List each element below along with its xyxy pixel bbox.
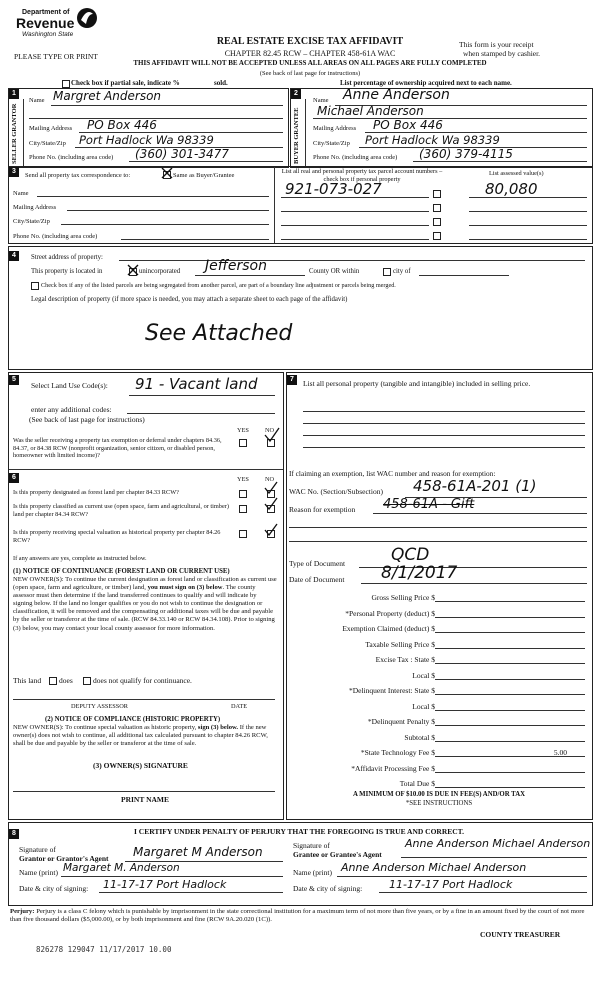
s3-phone-label: Phone No. (including area code) bbox=[13, 233, 98, 240]
land-use-value[interactable]: 91 - Vacant land bbox=[135, 375, 258, 393]
grantee-date-value[interactable]: 11-17-17 Port Hadlock bbox=[389, 878, 513, 891]
section-4 bbox=[8, 246, 593, 370]
partial-sale-label: Check box if partial sale, indicate % bbox=[71, 79, 180, 87]
section-1 bbox=[8, 88, 289, 168]
does-not-label: does not qualify for continuance. bbox=[93, 676, 192, 685]
sold-label: sold. bbox=[214, 79, 228, 87]
perjury-text: Perjury is a class C felony which is punishable by imprisonment in the state correctional institution for a maximum term of not more than five years, or by a fine in an amount fixed by the court of not more than five thousand dollars ($5,000.00), or by both imprisonment and fine (RCW 9A.20.020 (1C)). bbox=[10, 908, 585, 924]
please-type: PLEASE TYPE OR PRINT bbox=[14, 52, 98, 61]
minimum-due: A MINIMUM OF $10.00 IS DUE IN FEE(S) AND/OR TAX bbox=[352, 791, 526, 798]
checkmark-icon bbox=[161, 167, 173, 179]
dept-line1: Department of bbox=[22, 9, 70, 16]
street-label: Street address of property: bbox=[31, 254, 103, 261]
section-2 bbox=[290, 88, 593, 168]
personal-property-label: List all personal property (tangible and intangible) included in selling price. bbox=[303, 379, 531, 388]
checkmark-icon bbox=[263, 481, 279, 495]
county-treasurer-label: COUNTY TREASURER bbox=[480, 930, 561, 939]
fee-label: *Affidavit Processing Fee $ bbox=[351, 763, 435, 773]
s3-mailing-label: Mailing Address bbox=[13, 204, 57, 211]
grantor-date-value[interactable]: 11-17-17 Port Hadlock bbox=[103, 878, 227, 891]
section-5-6-column bbox=[8, 372, 284, 820]
doc-type-value[interactable]: QCD bbox=[391, 545, 430, 565]
grantor-sig-label1: Signature of bbox=[19, 845, 56, 854]
fee-label: Taxable Selling Price $ bbox=[365, 639, 435, 649]
receipt-line2: when stamped by cashier. bbox=[463, 49, 541, 58]
personal-property-checkbox-1[interactable] bbox=[433, 190, 441, 198]
does-checkbox[interactable] bbox=[49, 677, 57, 685]
s1-name-label: Name bbox=[29, 97, 45, 104]
personal-property-checkbox-3[interactable] bbox=[433, 218, 441, 226]
form-subtitle: CHAPTER 82.45 RCW – CHAPTER 458-61A WAC bbox=[224, 49, 396, 58]
city-checkbox[interactable] bbox=[383, 268, 391, 276]
see-back: (See back of last page for instructions) bbox=[259, 70, 361, 77]
s1-city-label: City/State/Zip bbox=[29, 140, 66, 147]
form-title: REAL ESTATE EXCISE TAX AFFIDAVIT bbox=[216, 36, 404, 47]
section-3-number: 3 bbox=[9, 167, 19, 177]
s6-no-label: NO bbox=[265, 476, 275, 483]
s2-city-label: City/State/Zip bbox=[313, 140, 350, 147]
segregated-checkbox[interactable] bbox=[31, 282, 39, 290]
fee-label: *State Technology Fee $ bbox=[360, 748, 435, 757]
dept-line2: Revenue bbox=[16, 15, 75, 31]
fee-label: *Delinquent Penalty $ bbox=[367, 717, 435, 726]
fee-label: Exemption Claimed (deduct) $ bbox=[342, 624, 435, 633]
q-current-use: Is this property classified as current use (open space, farm and agricultural, or timber) land per chapter 84.34 RCW? bbox=[13, 503, 229, 518]
receipt-line1: This form is your receipt bbox=[459, 40, 534, 49]
print-name-label: PRINT NAME bbox=[121, 795, 169, 804]
s1-mailing-value[interactable]: PO Box 446 bbox=[87, 118, 157, 132]
q-historic: Is this property receiving special valuation as historical property per chapter 84.26 RCW? bbox=[13, 529, 221, 544]
owners-signature-label: (3) OWNER(S) SIGNATURE bbox=[93, 761, 188, 770]
grantor-signature[interactable]: Margaret M Anderson bbox=[133, 845, 263, 859]
certify-statement: I CERTIFY UNDER PENALTY OF PERJURY THAT THE FOREGOING IS TRUE AND CORRECT. bbox=[133, 827, 464, 836]
assessed-value[interactable]: 80,080 bbox=[485, 180, 538, 198]
grantee-signature[interactable]: Anne Anderson Michael Anderson bbox=[405, 837, 591, 850]
grantor-date-label: Date & city of signing: bbox=[19, 884, 89, 893]
s1-phone-value[interactable]: (360) 301-3477 bbox=[135, 147, 229, 161]
section-8 bbox=[8, 822, 593, 906]
notice2-body-a: NEW OWNER(S): To continue special valuation as historic property, bbox=[13, 724, 197, 731]
if-yes-label: If any answers are yes, complete as instructed below. bbox=[13, 555, 147, 562]
seller-side-label: SELLER GRANTOR bbox=[11, 103, 18, 164]
fee-label: *Delinquent Interest: State $ bbox=[348, 686, 435, 695]
s3-name-label: Name bbox=[13, 190, 29, 197]
perjury-notice bbox=[10, 908, 590, 924]
notice2-title: (2) NOTICE OF COMPLIANCE (HISTORIC PROPERTY) bbox=[45, 716, 221, 723]
ownership-pct: List percentage of ownership acquired next to each name. bbox=[340, 79, 512, 87]
wac-value[interactable]: 458-61A-201 (1) bbox=[413, 477, 537, 495]
s1-city-value[interactable]: Port Hadlock Wa 98339 bbox=[79, 133, 214, 147]
does-label: does bbox=[59, 676, 73, 685]
perjury-label: Perjury: bbox=[10, 908, 35, 915]
section-3 bbox=[8, 166, 593, 244]
grantee-date-label: Date & city of signing: bbox=[293, 884, 363, 893]
grantee-sig-label1: Signature of bbox=[293, 841, 330, 850]
section-5-number: 5 bbox=[9, 375, 19, 385]
reason-label: Reason for exemption bbox=[289, 505, 356, 514]
legal-desc-label: Legal description of property (if more space is needed, you may attach a separate sheet to each page of the affidavit) bbox=[31, 296, 348, 303]
section-7 bbox=[286, 372, 593, 820]
additional-codes-label: enter any additional codes: bbox=[31, 405, 112, 414]
city-of-label: city of bbox=[393, 268, 411, 275]
s5-exemption-question: Was the seller receiving a property tax exemption or deferral under chapters 84.36, 84.37, or 84.38 RCW (nonprofit organization, senior citizen, or disabled person, homeowner with limited income)? bbox=[13, 437, 222, 459]
forest-yes[interactable] bbox=[239, 490, 247, 498]
section-1-number: 1 bbox=[9, 89, 19, 99]
dept-line3: Washington State bbox=[22, 31, 74, 38]
doc-date-value[interactable]: 8/1/2017 bbox=[381, 563, 458, 583]
section-7-number: 7 bbox=[287, 375, 297, 385]
s1-name-value[interactable]: Margret Anderson bbox=[53, 89, 162, 103]
s6-yes-label: YES bbox=[237, 476, 249, 483]
parcel-number-value[interactable]: 921-073-027 bbox=[285, 180, 382, 198]
s5-exemption-yes[interactable] bbox=[239, 439, 247, 447]
notice1-body bbox=[13, 576, 277, 633]
s1-phone-label: Phone No. (including area code) bbox=[29, 154, 114, 161]
segregated-label: Check box if any of the listed parcels are being segregated from another parcel, are part of a boundary line adjustment or parcels being merged. bbox=[41, 282, 396, 289]
section-6-number: 6 bbox=[9, 473, 19, 483]
deputy-assessor-label: DEPUTY ASSESSOR bbox=[71, 703, 128, 710]
checkmark-icon bbox=[263, 427, 281, 443]
section-8-number: 8 bbox=[9, 829, 19, 839]
doc-date-label: Date of Document bbox=[289, 575, 345, 584]
dor-seal-icon bbox=[76, 6, 98, 30]
parcel-header: List all real and personal property tax parcel account numbers – check box if personal property bbox=[281, 168, 443, 183]
doc-type-label: Type of Document bbox=[289, 559, 346, 568]
does-not-checkbox[interactable] bbox=[83, 677, 91, 685]
legal-desc-value[interactable]: See Attached bbox=[145, 321, 293, 346]
notice1-title: (1) NOTICE OF CONTINUANCE (FOREST LAND OR CURRENT USE) bbox=[13, 568, 230, 575]
fee-label: Local $ bbox=[412, 670, 435, 680]
located-label: This property is located in bbox=[31, 268, 103, 275]
fee-label: Excise Tax : State $ bbox=[375, 655, 435, 664]
fee-label: Subtotal $ bbox=[404, 732, 435, 742]
partial-sale-checkbox[interactable] bbox=[62, 80, 70, 88]
reason-value[interactable]: 458-61A - Gift bbox=[383, 497, 475, 512]
land-use-label: Select Land Use Code(s): bbox=[31, 381, 108, 390]
checkmark-icon bbox=[263, 497, 279, 511]
grantor-print-label: Name (print) bbox=[19, 868, 58, 877]
notice2-bold: sign (3) below. bbox=[197, 724, 239, 731]
recording-stamp: 826278 129047 11/17/2017 10.00 bbox=[36, 945, 172, 954]
notice2-body-b: If the new owner(s) does not wish to continue, all additional tax calculated pursuant to chapter 84.26 RCW, shall be due and payable by the seller or transferor at the time of sale. bbox=[13, 724, 268, 748]
county-value[interactable]: Jefferson bbox=[205, 258, 267, 274]
s2-name-value[interactable]: Anne Anderson bbox=[343, 87, 450, 103]
checkmark-icon bbox=[127, 264, 139, 276]
s1-mailing-label: Mailing Address bbox=[29, 125, 73, 132]
notice2-body bbox=[13, 724, 277, 748]
exemption-claim-label: If claiming an exemption, list WAC number and reason for exemption: bbox=[289, 469, 496, 478]
s2-phone-label: Phone No. (including area code) bbox=[313, 154, 398, 161]
s5-see-back: (See back of last page for instructions) bbox=[29, 415, 145, 424]
current-use-yes[interactable] bbox=[239, 505, 247, 513]
section-2-number: 2 bbox=[291, 89, 301, 99]
s2-mailing-value[interactable]: PO Box 446 bbox=[373, 118, 443, 132]
notice1-bold: you must sign on (3) below bbox=[147, 584, 223, 592]
grantor-sig-label2: Grantor or Grantor's Agent bbox=[19, 854, 109, 863]
grantee-print-value[interactable]: Anne Anderson Michael Anderson bbox=[341, 861, 527, 874]
wac-label: WAC No. (Section/Subsection) bbox=[289, 487, 383, 496]
see-instructions: *SEE INSTRUCTIONS bbox=[405, 800, 473, 807]
county-or-label: County OR within bbox=[309, 268, 360, 275]
grantee-print-label: Name (print) bbox=[293, 868, 332, 877]
notice1-body-a: NEW OWNER(S): To continue the current designation as forest land or classification as current use (open space, farm and agriculture, or timber) land, bbox=[13, 576, 277, 592]
dor-logo bbox=[14, 6, 104, 42]
checkmark-icon bbox=[263, 523, 279, 537]
s2-name-label: Name bbox=[313, 97, 329, 104]
personal-property-checkbox-4[interactable] bbox=[433, 232, 441, 240]
form-warning: THIS AFFIDAVIT WILL NOT BE ACCEPTED UNLESS ALL AREAS ON ALL PAGES ARE FULLY COMPLETED bbox=[133, 59, 487, 67]
personal-property-checkbox-2[interactable] bbox=[433, 204, 441, 212]
grantor-print-value[interactable]: Margaret M. Anderson bbox=[63, 862, 180, 874]
s5-yes-label: YES bbox=[237, 427, 249, 434]
notice1-body-b: . The county assessor must then determine if the land transferred continues to qualify and will indicate by signing below. If the land no longer qualifies or you do not wish to continue the designation or classification, it will be removed and the compensating or additional taxes will be due and payable by the seller or transferor at the time of sale. (RCW 84.33.140 or RCW 84.34.108). Prior to signing (3) below, you may contact your local county assessor for more information. bbox=[13, 584, 275, 632]
s3-city-label: City/State/Zip bbox=[13, 218, 50, 225]
fee-label: *Personal Property (deduct) $ bbox=[345, 608, 435, 618]
fee-label: Total Due $ bbox=[399, 779, 435, 788]
q-forest: Is this property designated as forest land per chapter 84.33 RCW? bbox=[13, 489, 179, 496]
date-label: DATE bbox=[231, 703, 248, 710]
s2-phone-value[interactable]: (360) 379-4115 bbox=[419, 147, 513, 161]
s3-same-label: Same as Buyer/Grantee bbox=[173, 172, 235, 179]
buyer-side-label: BUYER GRANTEE bbox=[293, 107, 300, 164]
s2-city-value[interactable]: Port Hadlock Wa 98339 bbox=[365, 133, 500, 147]
s2-name-value2[interactable]: Michael Anderson bbox=[317, 104, 424, 118]
s3-send-label: Send all property tax correspondence to: bbox=[25, 172, 131, 179]
technology-fee-value[interactable]: 5.00 bbox=[553, 748, 567, 757]
s5-no-label: NO bbox=[265, 427, 275, 434]
grantee-sig-label2: Grantee or Grantee's Agent bbox=[293, 850, 382, 859]
historic-yes[interactable] bbox=[239, 530, 247, 538]
s2-mailing-label: Mailing Address bbox=[313, 125, 357, 132]
this-land-label: This land bbox=[13, 676, 42, 685]
section-4-number: 4 bbox=[9, 251, 19, 261]
fee-label: Local $ bbox=[412, 701, 435, 711]
unincorporated-label: unincorporated bbox=[139, 268, 181, 275]
fee-label: Gross Selling Price $ bbox=[371, 593, 435, 602]
assessed-header: List assessed value(s) bbox=[489, 170, 544, 177]
